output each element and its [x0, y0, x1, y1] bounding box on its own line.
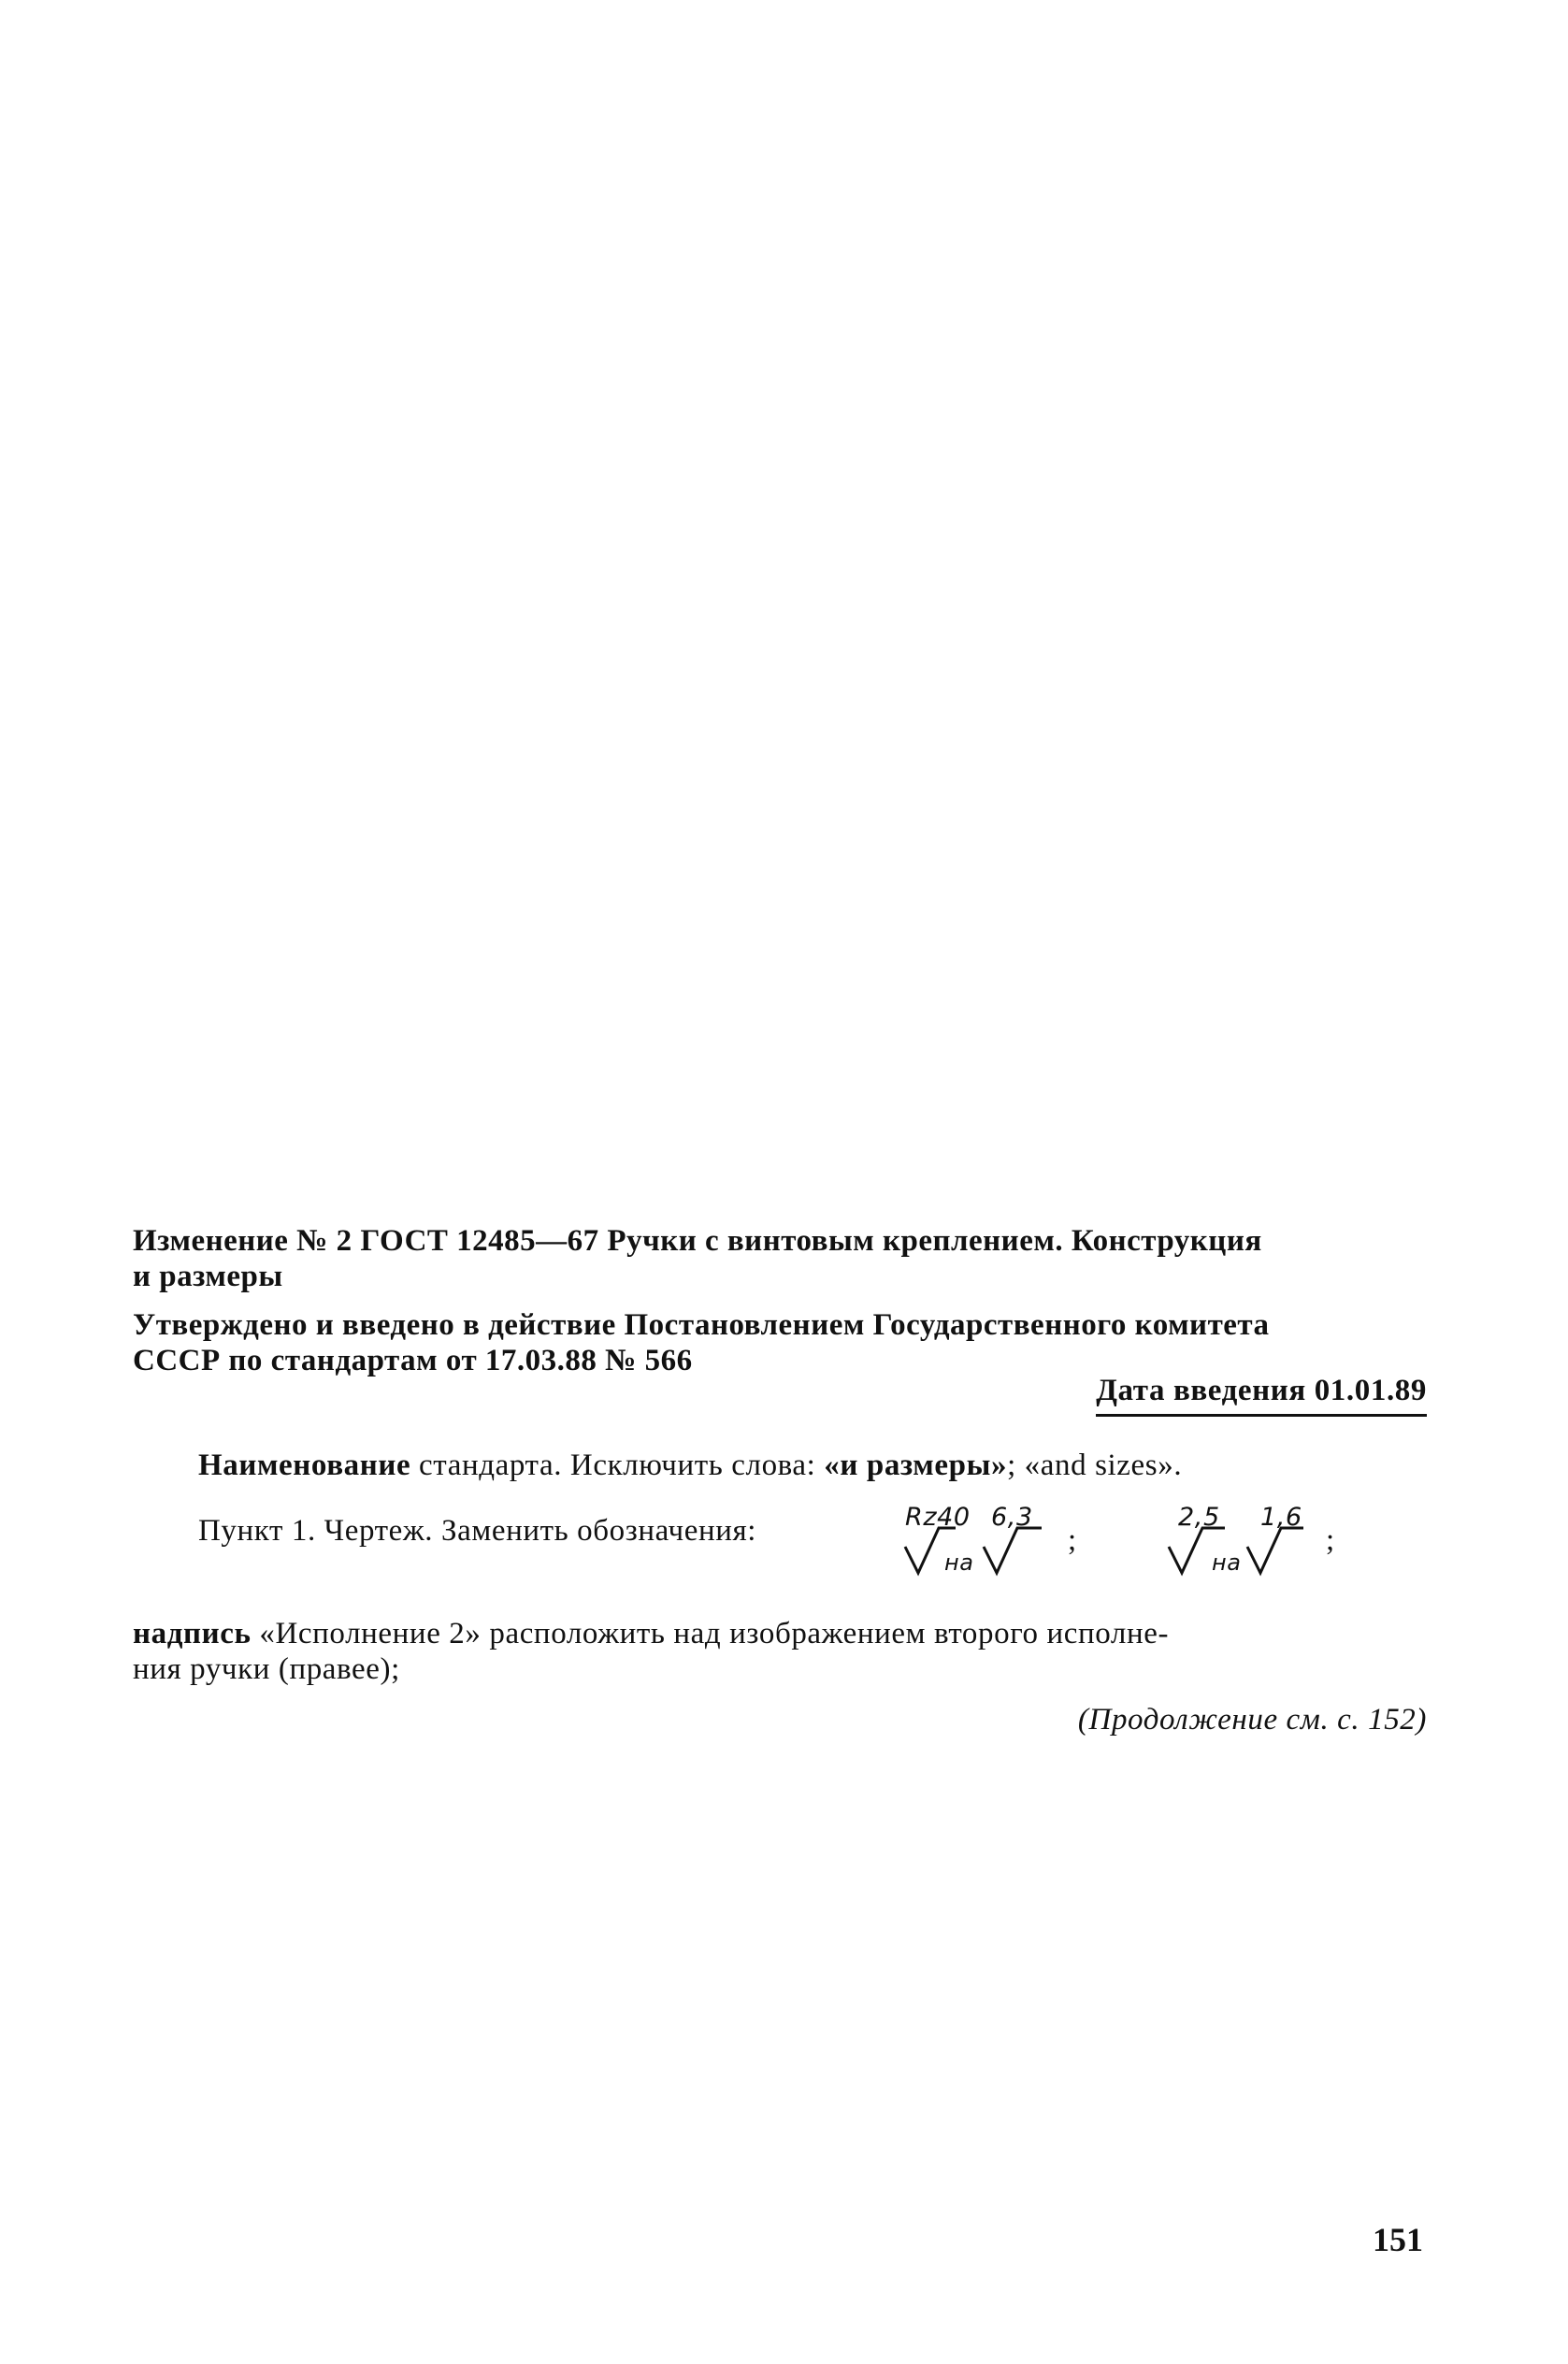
- amendment-title-line1: Изменение № 2 ГОСТ 12485—67 Ручки с винтовым креплением. Конструкция: [133, 1224, 1262, 1258]
- clause-text: Чертеж. Заменить обозначения:: [315, 1514, 757, 1548]
- continuation-text: (Продолжение см. с. 152): [1077, 1703, 1427, 1737]
- paragraph-standard-name: [133, 1448, 1427, 1483]
- roughness-symbols: [899, 1503, 1423, 1578]
- connector-word: на: [944, 1550, 974, 1576]
- inscription-line2: ния ручки (правее);: [133, 1652, 400, 1686]
- separator: ;: [1068, 1523, 1077, 1557]
- connector-word: на: [1212, 1550, 1242, 1576]
- paragraph-text: стандарта. Исключить слова:: [410, 1449, 825, 1482]
- continuation-note: [133, 1702, 1427, 1737]
- quoted-words: «и размеры»: [824, 1449, 1008, 1482]
- page-number: 151: [1373, 2221, 1423, 2258]
- separator: ;: [1326, 1523, 1335, 1557]
- effective-date: [133, 1373, 1427, 1417]
- amendment-title: [133, 1223, 1427, 1294]
- approval-statement: [133, 1307, 1427, 1378]
- approval-line1: Утверждено и введено в действие Постановлением Государственного комитета: [133, 1308, 1270, 1342]
- roughness-value-old1: Rz40: [905, 1503, 971, 1532]
- roughness-check-icon: [980, 1506, 1055, 1580]
- roughness-value-old2: 2,5: [1178, 1503, 1220, 1532]
- effective-date-label: Дата введения 01.01.89: [1096, 1373, 1427, 1417]
- approval-line2: СССР по стандартам от 17.03.88 № 566: [133, 1344, 693, 1377]
- inscription-line1: [133, 1616, 1427, 1651]
- paragraph-label: Наименование: [198, 1449, 411, 1482]
- inscription-label: надпись: [133, 1617, 252, 1650]
- roughness-value-new1: 6,3: [991, 1503, 1033, 1532]
- clause-label: Пункт 1.: [198, 1514, 316, 1548]
- roughness-value-new2: 1,6: [1260, 1503, 1302, 1532]
- paragraph-inscription: [133, 1616, 1427, 1687]
- amendment-title-line2: и размеры: [133, 1260, 283, 1293]
- paragraph-tail: ; «and sizes».: [1007, 1449, 1183, 1482]
- paragraph-clause-1: [133, 1503, 1427, 1588]
- roughness-check-icon: [1244, 1506, 1318, 1580]
- inscription-text: «Исполнение 2» расположить над изображением второго исполне-: [251, 1617, 1170, 1650]
